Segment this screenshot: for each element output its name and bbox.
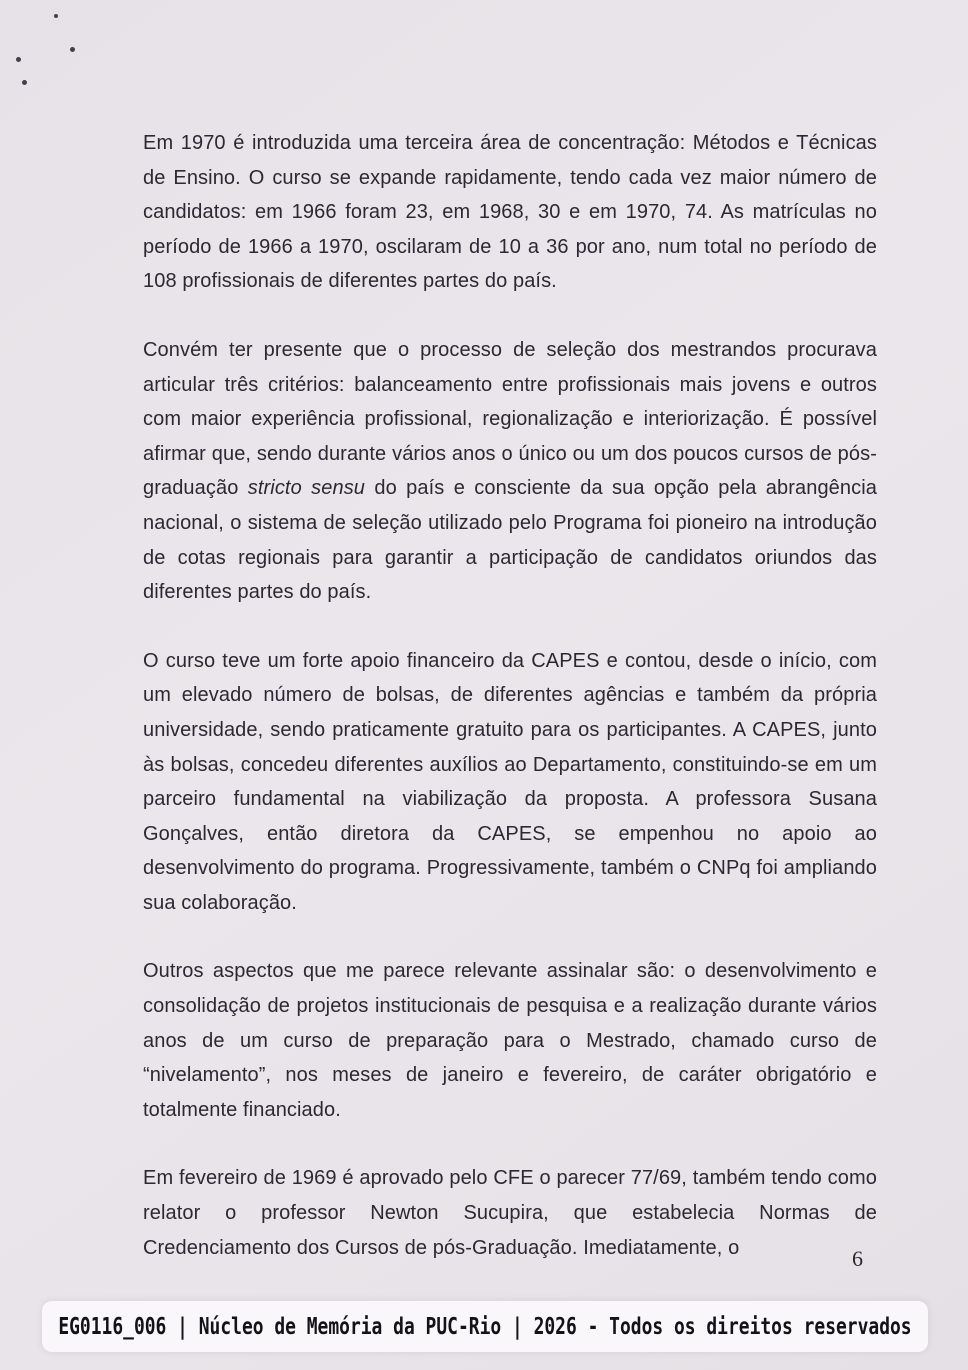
page-number: 6 (852, 1246, 863, 1271)
paragraph (143, 1161, 877, 1265)
scan-speck (54, 14, 58, 18)
scan-speck (70, 47, 75, 52)
scan-speck (22, 80, 27, 85)
text-run: do país e consciente da sua opção pela abrangência nacional, o sistema de seleção utilizado pelo Programa foi pioneiro na introdução de cotas regionais para garantir a participação de candidatos oriundos das diferentes partes do país. (143, 477, 877, 604)
paragraph (143, 644, 877, 921)
document-body (143, 126, 877, 1299)
watermark-footer-bar (42, 1301, 928, 1352)
paragraph (143, 333, 877, 610)
text-run: O curso teve um forte apoio financeiro da CAPES e contou, desde o início, com um elevado número de bolsas, de diferentes agências e também da própria universidade, sendo praticamente gratuito para os participantes. A CAPES, junto às bolsas, concedeu diferentes auxílios ao Departamento, constituindo-se em um parceiro fundamental na viabilização da proposta. A professora Susana Gonçalves, então diretora da CAPES, se empenhou no apoio ao desenvolvimento do programa. Progressivamente, também o CNPq foi ampliando sua colaboração. (143, 649, 877, 914)
paragraph (143, 954, 877, 1127)
watermark-text: EG0116_006 | Núcleo de Memória da PUC-Rio | 2026 - Todos os direitos reservados (58, 1313, 912, 1340)
scan-speck (16, 57, 21, 62)
text-run: Outros aspectos que me parece relevante assinalar são: o desenvolvimento e consolidação de projetos institucionais de pesquisa e a realização durante vários anos de um curso de preparação para o Mestrado, chamado curso de “nivelamento”, nos meses de janeiro e fevereiro, de caráter obrigatório e totalmente financiado. (143, 960, 877, 1121)
text-run: Em 1970 é introduzida uma terceira área de concentração: Métodos e Técnicas de Ensino. O curso se expande rapidamente, tendo cada vez maior número de candidatos: em 1966 foram 23, em 1968, 30 e em 1970, 74. As matrículas no período de 1966 a 1970, oscilaram de 10 a 36 por ano, num total no período de 108 profissionais de diferentes partes do país. (143, 132, 877, 293)
text-run: Convém ter presente que o processo de seleção dos mestrandos procurava articular três critérios: balanceamento entre profissionais mais jovens e outros com maior experiência profissional, regionalização e interiorização. É possível afirmar que, sendo durante vários anos o único ou um dos poucos cursos de pós-graduação (143, 338, 877, 500)
italic-phrase: stricto sensu (247, 477, 366, 500)
paragraph (143, 126, 877, 299)
text-run: Em fevereiro de 1969 é aprovado pelo CFE o parecer 77/69, também tendo como relator o professor Newton Sucupira, que estabelecia Normas de Credenciamento dos Cursos de pós-Graduação. Imediatamente, o (143, 1167, 877, 1259)
